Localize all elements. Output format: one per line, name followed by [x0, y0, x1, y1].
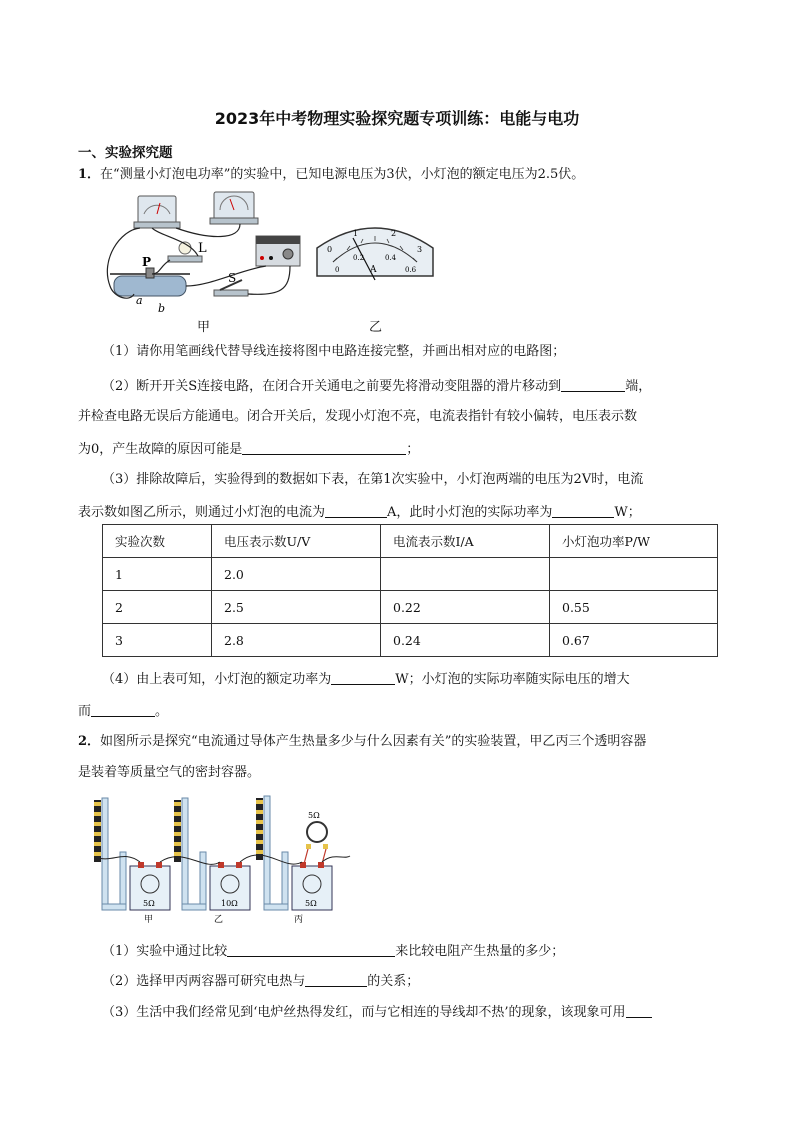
table-cell: 0.55	[550, 591, 718, 624]
ammeter-dial-figure-yi	[313, 214, 437, 282]
res-bing: 5Ω	[305, 899, 317, 908]
q1-part4-line2: 而 。	[78, 704, 169, 719]
table-cell: 0.22	[381, 591, 550, 624]
table-header-cell: 小灯泡功率P/W	[550, 525, 718, 558]
svg-text:A: A	[370, 265, 377, 275]
q2-number: 2．	[78, 734, 101, 749]
q1-part3-line1: （3）排除故障后，实验得到的数据如下表，在第1次实验中，小灯泡两端的电压为2V时，电流	[102, 472, 644, 487]
q1-stem-text: 在“测量小灯泡电功率”的实验中，已知电源电压为3伏，小灯泡的额定电压为2.5伏。	[100, 167, 585, 182]
section-heading: 一、实验探究题	[78, 145, 173, 161]
res-yi: 10Ω	[221, 899, 238, 908]
table-cell: 2.0	[212, 558, 381, 591]
answer-blank[interactable]	[331, 670, 395, 685]
table-header-cell: 实验次数	[103, 525, 212, 558]
svg-text:0.6: 0.6	[405, 266, 417, 274]
q1-part4-line1: （4）由上表可知，小灯泡的额定功率为 W；小灯泡的实际功率随实际电压的增大	[102, 672, 630, 687]
label-a: a	[136, 294, 143, 307]
label-yi: 乙	[214, 915, 224, 925]
table-cell: 2.8	[212, 624, 381, 657]
table-header-cell: 电流表示数I/A	[381, 525, 550, 558]
answer-blank[interactable]	[227, 942, 395, 957]
svg-text:3: 3	[417, 245, 423, 254]
label-jia: 甲	[144, 915, 154, 925]
heat-experiment-figure	[94, 792, 354, 926]
table-cell: 2	[103, 591, 212, 624]
fig-caption-jia: 甲	[197, 320, 211, 335]
bulb-icon	[168, 256, 202, 262]
answer-blank[interactable]	[242, 440, 406, 455]
answer-blank[interactable]	[91, 702, 155, 717]
data-table	[102, 524, 718, 657]
rheostat-icon	[114, 276, 186, 296]
answer-blank[interactable]	[325, 503, 387, 518]
external-resistor-icon	[307, 822, 327, 842]
q1-part3-line2: 表示数如图乙所示，则通过小灯泡的电流为 A，此时小灯泡的实际功率为 W；	[78, 505, 641, 520]
q2-stem-line2: 是装着等质量空气的密封容器。	[78, 765, 261, 780]
voltmeter-icon	[138, 196, 176, 224]
svg-text:0: 0	[335, 266, 340, 274]
table-cell: 0.24	[381, 624, 550, 657]
fig-caption-yi: 乙	[369, 320, 383, 335]
svg-text:2: 2	[391, 229, 397, 238]
q1-number: 1．	[78, 167, 101, 182]
svg-text:0.2: 0.2	[353, 254, 365, 262]
table-cell: 3	[103, 624, 212, 657]
answer-blank[interactable]	[561, 377, 625, 392]
circuit-figure-jia	[90, 190, 320, 318]
table-row	[103, 591, 718, 624]
res-jia: 5Ω	[143, 899, 155, 908]
res-extra: 5Ω	[308, 811, 320, 820]
table-header-row	[103, 525, 718, 558]
svg-text:1: 1	[353, 229, 359, 238]
q1-stem	[78, 167, 584, 183]
q2-part2: （2）选择甲丙两容器可研究电热与 的关系；	[102, 974, 420, 989]
table-header-cell: 电压表示数U/V	[212, 525, 381, 558]
label-bing: 丙	[294, 915, 304, 925]
table-cell: 2.5	[212, 591, 381, 624]
svg-text:0.4: 0.4	[385, 254, 397, 262]
label-P: P	[142, 255, 152, 269]
u-tube-icon	[174, 798, 206, 910]
answer-blank[interactable]	[305, 972, 367, 987]
q1-part1: （1）请你用笔画线代替导线连接将图中电路连接完整，并画出相对应的电路图；	[102, 344, 566, 359]
table-cell[interactable]	[550, 558, 718, 591]
page-title: 2023年中考物理实验探究题专项训练：电能与电功	[214, 109, 580, 128]
q2-part1: （1）实验中通过比较 来比较电阻产生热量的多少；	[102, 944, 565, 959]
u-tube-icon	[256, 796, 288, 910]
q1-part2-line3: 为0，产生故障的原因可能是 ；	[78, 442, 420, 457]
q1-part2-line2: 并检查电路无误后方能通电。闭合开关后，发现小灯泡不亮，电流表指针有较小偏转，电压表示数	[78, 409, 638, 424]
q1-part2-line1: （2）断开开关S连接电路，在闭合开关通电之前要先将滑动变阻器的滑片移动到 端，	[102, 379, 652, 394]
label-S: S	[228, 271, 237, 285]
answer-blank[interactable]	[626, 1003, 652, 1018]
table-row	[103, 624, 718, 657]
table-row	[103, 558, 718, 591]
table-cell: 1	[103, 558, 212, 591]
u-tube-icon	[94, 798, 126, 910]
answer-blank[interactable]	[552, 503, 614, 518]
label-L: L	[198, 241, 207, 256]
switch-icon	[214, 290, 248, 296]
q2-part3: （3）生活中我们经常见到‘电炉丝热得发红，而与它相连的导线却不热’的现象，该现象可用	[102, 1003, 652, 1021]
label-b: b	[158, 302, 166, 315]
table-cell: 0.67	[550, 624, 718, 657]
table-cell[interactable]	[381, 558, 550, 591]
q2-stem-line1: 2．如图所示是探究“电流通过导体产生热量多少与什么因素有关”的实验装置，甲乙丙三个透明容器	[78, 734, 647, 749]
svg-text:0: 0	[327, 245, 333, 254]
